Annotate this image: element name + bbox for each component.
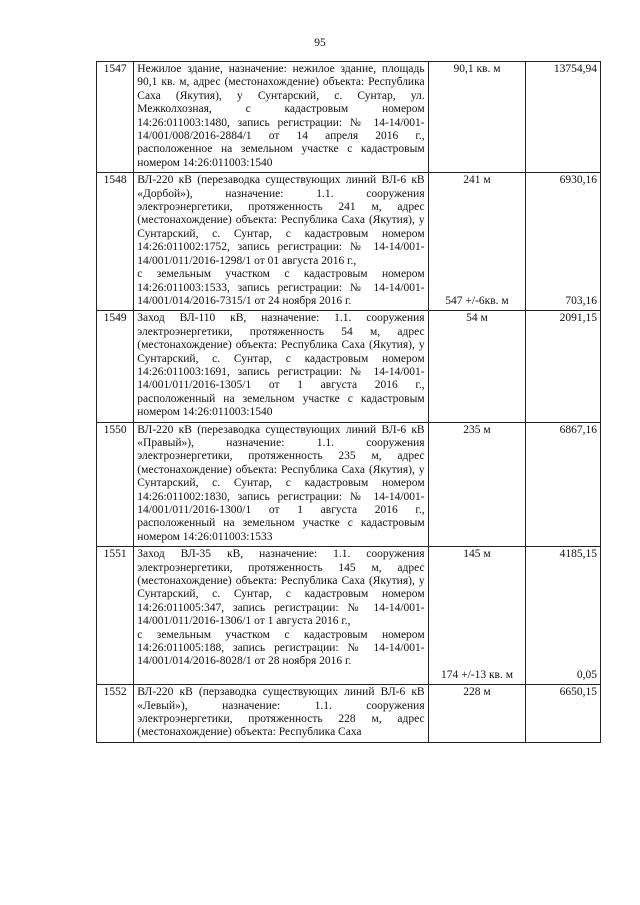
table-row: [97, 685, 601, 743]
size-value: 547 +/-6кв. м: [445, 294, 509, 307]
description-paragraph: ВЛ-220 кВ (перезаводка существующих линий ВЛ-6 кВ «Правый»), назначение: 1.1. сооружения электроэнергетики, протяженность 235 м, адрес (местонахождение) объекта: Республика Саха (Якутия), у Сунтарский, с. Сунтар, с кадастровым номером 14:26:011002:1830, запись регистрации: № 14-14/001-14/001/011/2016-1300/1 от 1 августа 2016 г., расположенный на земельном участке с кадастровым номером 14:26:011003:1533: [137, 423, 425, 543]
property-size: [428, 173, 526, 311]
size-value: 145 м: [463, 548, 491, 561]
cost-value: 6930,16: [559, 174, 597, 187]
record-number: 1550: [97, 422, 134, 547]
table-row: [97, 422, 601, 547]
description-paragraph: Заход ВЛ-110 кВ, назначение: 1.1. сооружения электроэнергетики, протяженность 54 м, адрес (местонахождение) объекта: Республика Саха (Якутия), у Сунтарский, с. Сунтар, с кадастровым номером 14:26:011003:1691, запись регистрации: № 14-14/001-14/001/011/2016-1305/1 от 1 августа 2016 г., расположенный на земельном участке с кадастровым номером 14:26:011003:1540: [137, 312, 425, 419]
property-description: [134, 173, 428, 311]
size-value: 241 м: [463, 174, 491, 187]
table-row: [97, 62, 601, 173]
description-paragraph: ВЛ-220 кВ (перезаводка существующих линий ВЛ-6 кВ «Дорбой»), назначение: 1.1. сооружения электроэнергетики, протяженность 241 м, адрес (местонахождение) объекта: Республика Саха (Якутия), у Сунтарский, с. Сунтар, с кадастровым номером 14:26:011002:1752, запись регистрации: № 14-14/001-14/001/011/2016-1298/1 от 01 августа 2016 г.,: [137, 174, 425, 267]
description-paragraph: Нежилое здание, назначение: нежилое здание, площадь 90,1 кв. м, адрес (местонахождение) объекта: Республика Саха (Якутия), у Сунтарский, с. Сунтар, ул. Межколхозная, с кадастровым номером 14:26:011003:1480, запись регистрации: № 14-14/001-14/001/008/2016-2884/1 от 14 апреля 2016 г., расположенное на земельном участке с кадастровым номером 14:26:011003:1540: [137, 63, 425, 169]
description-paragraph: с земельным участком с кадастровым номером 14:26:011003:1533, запись регистрации: № 14-14/001-14/001/014/2016-7315/1 от 24 ноября 2016 г.: [137, 268, 425, 307]
property-cost: [526, 547, 601, 685]
property-description: [134, 311, 428, 422]
property-description: [134, 685, 428, 743]
property-size: [428, 685, 526, 743]
property-cost: [526, 173, 601, 311]
record-number: 1551: [97, 547, 134, 685]
size-value: 235 м: [463, 423, 491, 436]
property-cost: [526, 422, 601, 547]
property-description: [134, 62, 428, 173]
table-row: [97, 173, 601, 311]
property-cost: [526, 685, 601, 743]
record-number: 1547: [97, 62, 134, 173]
cost-value: 6650,15: [559, 686, 597, 699]
size-value: 90,1 кв. м: [453, 63, 501, 75]
record-number: 1548: [97, 173, 134, 311]
size-value: 228 м: [463, 686, 491, 699]
cost-value: 4185,15: [559, 548, 597, 561]
table-row: [97, 547, 601, 685]
cost-value: 6867,16: [559, 423, 597, 436]
record-number: 1552: [97, 685, 134, 743]
cost-value: 2091,15: [559, 312, 597, 325]
property-size: [428, 547, 526, 685]
property-description: [134, 422, 428, 547]
table-row: [97, 311, 601, 422]
property-size: [428, 311, 526, 422]
description-paragraph: Заход ВЛ-35 кВ, назначение: 1.1. сооружения электроэнергетики, протяженность 145 м, адрес (местонахождение) объекта: Республика Саха (Якутия), у Сунтарский, с. Сунтар, с кадастровым номером 14:26:011005:347, запись регистрации: № 14-14/001-14/001/011/2016-1306/1 от 1 августа 2016 г.,: [137, 548, 425, 628]
property-cost: [526, 62, 601, 173]
property-description: [134, 547, 428, 685]
description-paragraph: с земельным участком с кадастровым номером 14:26:011005:188, запись регистрации: № 14-14/001-14/001/014/2016-8028/1 от 28 ноября 2016 г.: [137, 628, 425, 668]
property-size: [428, 62, 526, 173]
size-value: 174 +/-13 кв. м: [440, 668, 514, 681]
page-number: 95: [314, 37, 326, 49]
size-value: 54 м: [466, 312, 488, 325]
property-registry-table: [96, 61, 601, 743]
cost-value: 0,05: [576, 668, 597, 681]
description-paragraph: ВЛ-220 кВ (перзаводка существующих линий ВЛ-6 кВ «Левый»), назначение: 1.1. сооружения электроэнергетики, протяженность 228 м, адрес (местонахождение) объекта: Республика Саха: [137, 686, 425, 739]
cost-value: 703,16: [565, 294, 597, 307]
record-number: 1549: [97, 311, 134, 422]
cost-value: 13754,94: [553, 63, 597, 75]
property-size: [428, 422, 526, 547]
property-cost: [526, 311, 601, 422]
